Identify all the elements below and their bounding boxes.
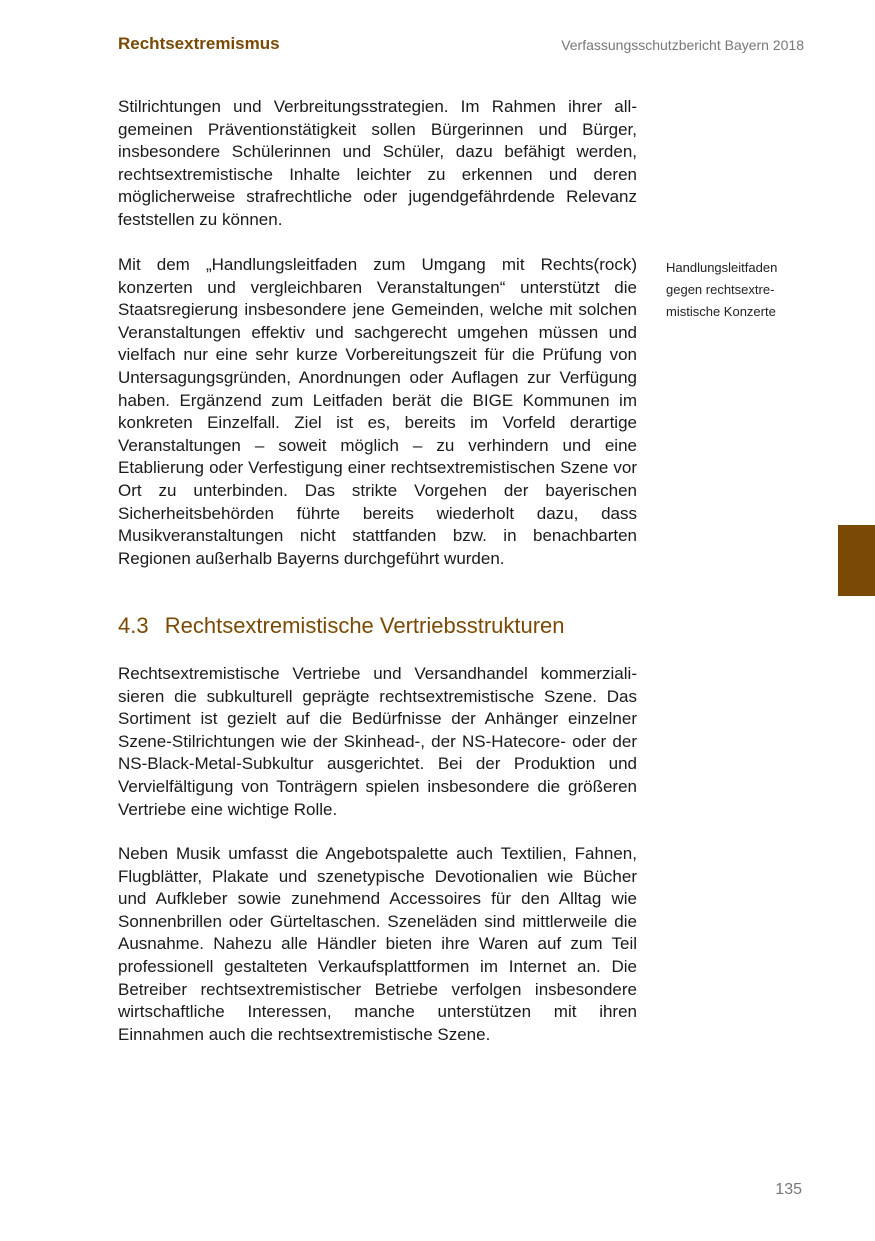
page-number: 135 xyxy=(775,1181,802,1198)
section-number: 4.3 xyxy=(118,613,149,638)
paragraph: Mit dem „Handlungsleitfaden zum Umgang mit Rechts(rock) konzerten und vergleichbaren Veranstaltungen“ unterstützt die Staatsregierung insbesondere jene Gemeinden, welche mit solchen Veranstaltungen effektiv und sachgerecht umgehen müssen und vielfach nur eine sehr kurze Vorbereitungszeit für die Prüfung von Untersagungsgründen, Anordnungen oder Auflagen zur Verfügung haben. Ergänzend zum Leitfaden berät die BIGE Kommunen im konkreten Einzelfall. Ziel ist es, bereits im Vorfeld derartige Veranstaltungen – soweit möglich – zu verhindern und eine Etablierung oder Verfestigung einer rechtsextremistischen Szene vor Ort zu unterbinden. Das strikte Vorgehen der bayerischen Sicherheitsbehörden führte bereits wiederholt dazu, dass Musikveranstaltungen nicht stattfanden bzw. in benachbarten Regionen außerhalb Bayerns durchgeführt wurden. xyxy=(118,255,637,568)
section-heading xyxy=(118,613,678,639)
paragraph: Rechtsextremistische Vertriebe und Versandhandel kommerzialisieren die subkulturell geprägte rechtsextremistische Szene. Das Sortiment ist gezielt auf die Bedürfnisse der Anhänger einzelner Szene-Stilrichtungen wie der Skinhead-, der NS-Hatecore- oder der NS-Black-Metal-Subkultur ausgerichtet. Bei der Produktion und Vervielfältigung von Tonträgern spielen insbesondere die größeren Vertriebe eine wichtige Rolle. xyxy=(118,664,637,819)
body-text-block-4 xyxy=(118,843,637,1046)
running-header-publication: Verfassungsschutzbericht Bayern 2018 xyxy=(561,37,804,53)
body-text-block-2 xyxy=(118,254,637,570)
body-text-block-1 xyxy=(118,96,637,232)
paragraph: Neben Musik umfasst die Angebotspalette auch Textilien, Fahnen, Flugblätter, Plakate und szenetypische Devotionalien wie Bücher und Aufkleber sowie zunehmend Accessoires für den Alltag wie Sonnenbrillen oder Gürteltaschen. Szeneläden sind mittlerweile die Ausnahme. Nahezu alle Händler bieten ihre Waren auf zum Teil professionell gestalteten Verkaufsplattformen im Internet an. Die Betreiber rechtsextremistischer Betriebe verfolgen insbesondere wirtschaftliche Interessen, manche unterstützen mit ihren Einnahmen auch die rechtsextremistische Szene. xyxy=(118,844,637,1044)
chapter-side-tab xyxy=(838,525,875,596)
running-header-chapter: Rechtsextremismus xyxy=(118,34,280,53)
section-title: Rechtsextremistische Vertriebsstrukturen xyxy=(164,613,565,638)
margin-note xyxy=(666,257,806,323)
margin-note-line: gegen rechtsextre- xyxy=(666,282,775,297)
margin-note-line: mistische Konzerte xyxy=(666,304,776,319)
paragraph: Stilrichtungen und Verbreitungsstrategien. Im Rahmen ihrer allgemeinen Präventionstätigkeit sollen Bürgerinnen und Bürger, insbesondere Schülerinnen und Schüler, dazu befähigt werden, rechtsextremistische Inhalte leichter zu erkennen und deren möglicherweise strafrechtliche oder jugendgefährdende Relevanz feststellen zu können. xyxy=(118,97,637,229)
body-text-block-3 xyxy=(118,663,637,821)
margin-note-line: Handlungsleitfaden xyxy=(666,260,778,275)
